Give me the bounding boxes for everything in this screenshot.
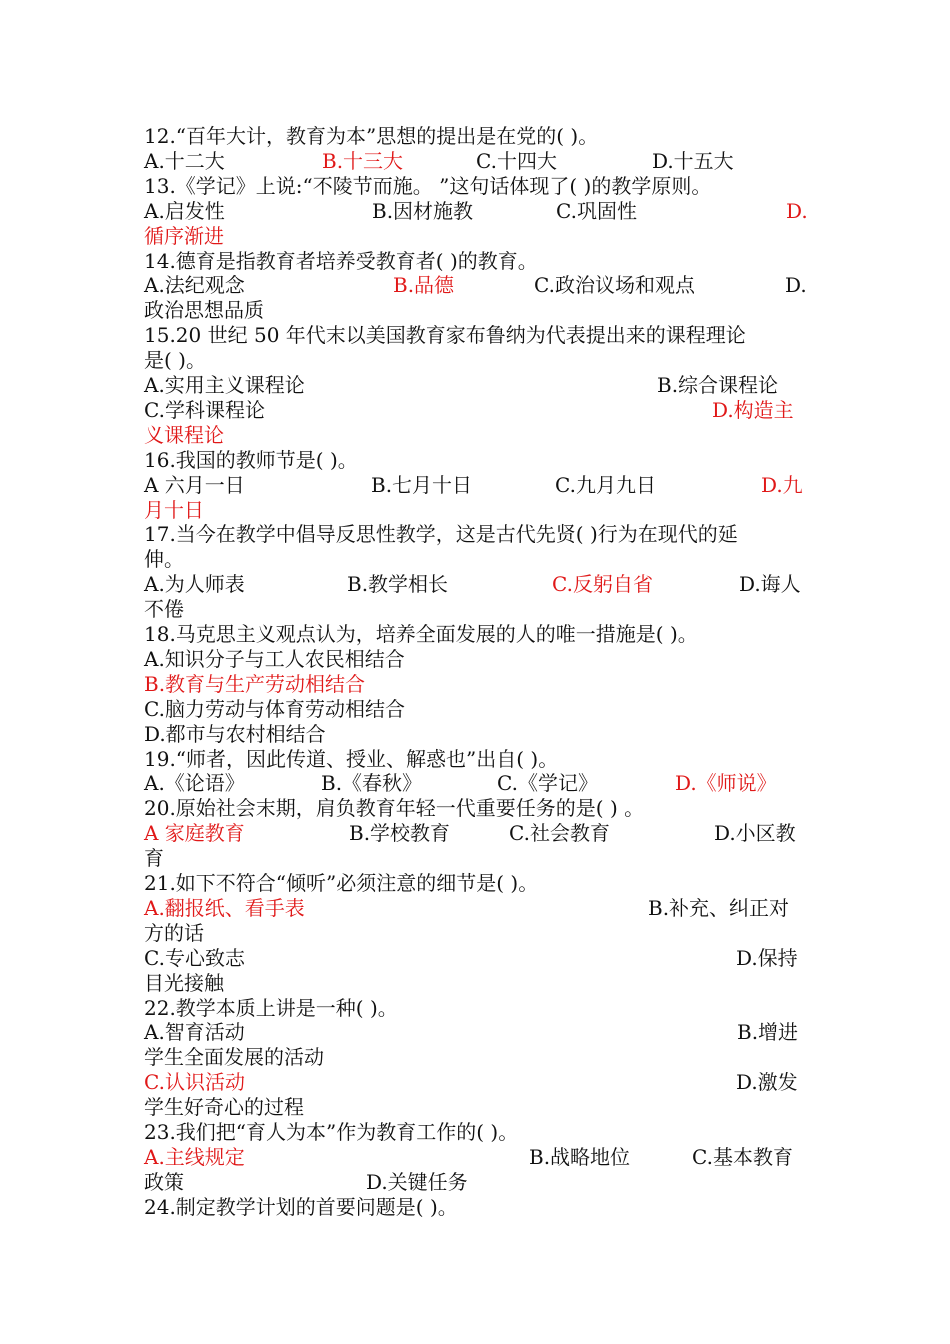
answer-text: A 家庭教育 xyxy=(144,821,245,846)
text-segment: 不倦 xyxy=(144,597,184,622)
text-segment: B.七月十日 xyxy=(371,472,473,497)
text-segment: 方的话 xyxy=(144,920,204,945)
answer-text: C.反躬自省 xyxy=(552,572,653,597)
text-line xyxy=(144,273,808,298)
text-segment: B.因材施教 xyxy=(372,198,474,223)
text-segment: C.巩固性 xyxy=(556,198,637,223)
text-line xyxy=(144,1070,808,1095)
text-segment: D.保持 xyxy=(736,945,798,970)
text-line xyxy=(144,697,808,722)
text-line xyxy=(144,821,808,846)
text-segment: B.增进 xyxy=(737,1020,799,1045)
text-line xyxy=(144,771,808,796)
text-segment: C.九月九日 xyxy=(555,472,656,497)
text-segment: C.政治议场和观点 xyxy=(534,273,695,298)
text-segment: A 六月一日 xyxy=(144,472,245,497)
text-segment: 23.我们把“育人为本”作为教育工作的( )。 xyxy=(144,1120,519,1144)
text-line xyxy=(144,398,808,423)
text-segment: D.关键任务 xyxy=(366,1169,468,1194)
text-line xyxy=(144,423,808,448)
answer-text: B.十三大 xyxy=(322,148,404,173)
text-segment: B.学校教育 xyxy=(349,821,451,846)
text-line xyxy=(144,896,808,921)
text-line xyxy=(144,1120,808,1145)
text-segment: B.补充、纠正对 xyxy=(648,895,790,920)
text-segment: 学生好奇心的过程 xyxy=(144,1095,304,1120)
text-segment: C.十四大 xyxy=(476,148,557,173)
text-line xyxy=(144,622,808,647)
text-segment: 16.我国的教师节是( )。 xyxy=(144,447,358,472)
text-segment: 19.“师者，因此传道、授业、解惑也”出自( )。 xyxy=(144,746,559,771)
text-segment: A.《论语》 xyxy=(144,771,245,796)
text-line xyxy=(144,871,808,896)
text-segment: 20.原始社会末期，肩负教育年轻一代重要任务的是( ) 。 xyxy=(144,796,645,821)
text-segment: A.为人师表 xyxy=(144,572,245,597)
answer-text: C.认识活动 xyxy=(144,1070,245,1095)
text-line xyxy=(144,298,808,323)
answer-text: A.主线规定 xyxy=(144,1144,245,1169)
text-segment: 育 xyxy=(144,846,164,871)
text-segment: A.实用主义课程论 xyxy=(144,373,305,397)
text-line xyxy=(144,1195,808,1220)
text-line xyxy=(144,846,808,871)
text-segment: A.启发性 xyxy=(144,198,225,223)
text-line xyxy=(144,448,808,473)
text-segment: A.十二大 xyxy=(144,148,225,173)
text-segment: D.十五大 xyxy=(652,148,734,173)
text-segment: B.教学相长 xyxy=(347,572,449,597)
text-segment: 24.制定教学计划的首要问题是( )。 xyxy=(144,1194,458,1219)
answer-text: 义课程论 xyxy=(144,422,224,447)
text-segment: D.小区教 xyxy=(714,821,796,846)
text-line xyxy=(144,722,808,747)
text-segment: A.知识分子与工人农民相结合 xyxy=(144,646,405,671)
text-segment: 学生全面发展的活动 xyxy=(144,1045,324,1070)
answer-text: D.《师说》 xyxy=(675,771,777,796)
text-line xyxy=(144,199,808,224)
text-segment: 14.德育是指教育者培养受教育者( )的教育。 xyxy=(144,248,538,273)
text-line xyxy=(144,498,808,523)
text-line xyxy=(144,323,808,348)
text-segment: C.脑力劳动与体育劳动相结合 xyxy=(144,696,405,721)
text-segment: 22.教学本质上讲是一种( )。 xyxy=(144,995,398,1020)
text-line xyxy=(144,597,808,622)
text-segment: 13.《学记》上说:“不陵节而施。 ”这句话体现了( )的教学原则。 xyxy=(144,173,712,198)
text-line xyxy=(144,547,808,572)
text-segment: 17.当今在教学中倡导反思性教学，这是古代先贤( )行为在现代的延 xyxy=(144,522,738,547)
text-segment: D. xyxy=(785,273,807,298)
text-line xyxy=(144,1095,808,1120)
text-segment: 目光接触 xyxy=(144,970,224,995)
text-line xyxy=(144,473,808,498)
text-segment: A.法纪观念 xyxy=(144,273,245,298)
text-line xyxy=(144,522,808,547)
text-line xyxy=(144,1045,808,1070)
text-segment: C.《学记》 xyxy=(497,771,598,796)
text-segment: A.智育活动 xyxy=(144,1020,245,1045)
answer-text: D.构造主 xyxy=(712,397,794,422)
text-segment: 伸。 xyxy=(144,547,184,572)
text-segment: 是( )。 xyxy=(144,348,206,373)
text-segment: 21.如下不符合“倾听”必须注意的细节是( )。 xyxy=(144,871,539,895)
text-segment: 政治思想品质 xyxy=(144,298,264,323)
text-segment: 15.20 世纪 50 年代末以美国教育家布鲁纳为代表提出来的课程理论 xyxy=(144,323,746,348)
answer-text: 循序渐进 xyxy=(144,223,224,248)
text-line xyxy=(144,249,808,274)
text-line xyxy=(144,124,808,149)
text-line xyxy=(144,174,808,199)
text-segment: D.激发 xyxy=(736,1070,798,1095)
text-line xyxy=(144,672,808,697)
text-segment: C.学科课程论 xyxy=(144,397,265,422)
text-line xyxy=(144,747,808,772)
answer-text: 月十日 xyxy=(144,497,204,522)
text-line xyxy=(144,149,808,174)
text-segment: 18.马克思主义观点认为，培养全面发展的人的唯一措施是( )。 xyxy=(144,622,698,646)
text-segment: C.基本教育 xyxy=(692,1144,793,1169)
text-line xyxy=(144,373,808,398)
answer-text: D.九 xyxy=(761,472,803,497)
text-segment: D.都市与农村相结合 xyxy=(144,721,326,746)
text-line xyxy=(144,1170,808,1195)
answer-text: D. xyxy=(786,198,808,223)
text-segment: C.专心致志 xyxy=(144,945,245,970)
text-line xyxy=(144,647,808,672)
text-line xyxy=(144,921,808,946)
answer-text: B.教育与生产劳动相结合 xyxy=(144,671,366,696)
text-segment: 政策 xyxy=(144,1169,184,1194)
text-line xyxy=(144,348,808,373)
text-line xyxy=(144,224,808,249)
text-segment: B.战略地位 xyxy=(529,1144,631,1169)
text-line xyxy=(144,971,808,996)
text-segment: B.综合课程论 xyxy=(657,373,779,397)
answer-text: B.品德 xyxy=(393,273,455,298)
text-line xyxy=(144,946,808,971)
text-segment: D.诲人 xyxy=(739,572,801,597)
text-segment: C.社会教育 xyxy=(509,821,610,846)
answer-text: A.翻报纸、看手表 xyxy=(144,895,305,920)
text-line xyxy=(144,796,808,821)
text-line xyxy=(144,572,808,597)
text-segment: 12.“百年大计，教育为本”思想的提出是在党的( )。 xyxy=(144,124,599,148)
text-segment: B.《春秋》 xyxy=(321,771,423,796)
text-line xyxy=(144,1145,808,1170)
text-line xyxy=(144,1020,808,1045)
text-line xyxy=(144,996,808,1021)
